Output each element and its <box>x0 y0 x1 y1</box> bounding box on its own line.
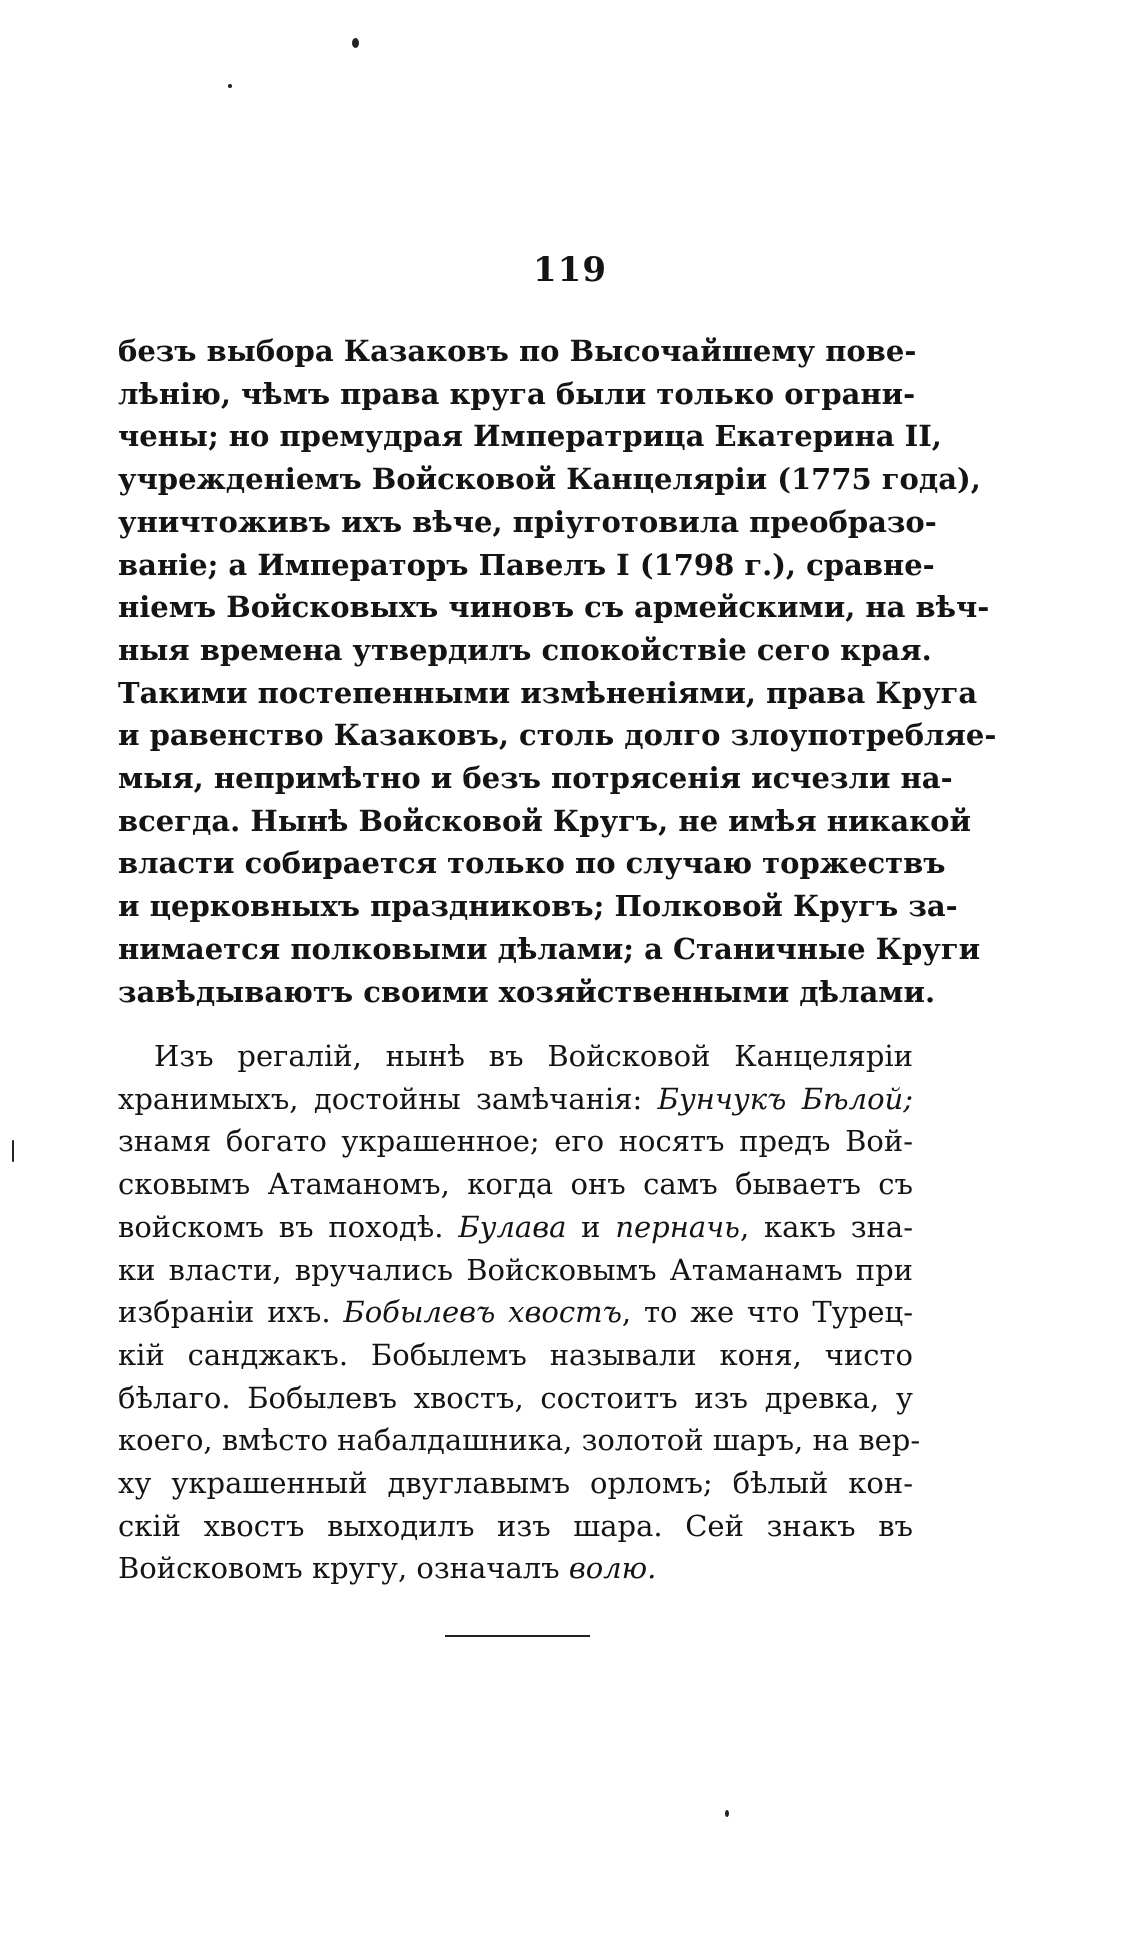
text-line: бѣлаго. Бобылевъ хвостъ, состоитъ изъ древка, у <box>118 1380 913 1415</box>
text-line: всегда. Нынѣ Войсковой Кругъ, не имѣя никакой <box>118 803 972 838</box>
text-line: коего, вмѣсто набалдашника, золотой шаръ, на вер- <box>118 1423 921 1458</box>
paragraph-2 <box>118 1035 921 1590</box>
section-end-rule <box>445 1635 590 1637</box>
ink-speck <box>352 38 359 48</box>
text-line <box>118 1547 913 1590</box>
text-line <box>118 1291 913 1334</box>
text-run: Войсковомъ кругу, означалъ <box>118 1551 569 1586</box>
text-line: кій санджакъ. Бобылемъ называли коня, чисто <box>118 1337 913 1372</box>
text-line: чены; но премудрая Императрица Екатерина II, <box>118 419 942 454</box>
ink-speck <box>228 84 232 88</box>
italic-term: Бунчукъ Бѣлой; <box>657 1081 913 1116</box>
text-line: лѣнію, чѣмъ права круга были только ограни- <box>118 376 916 411</box>
text-line <box>118 1206 913 1249</box>
text-line: ваніе; а Императоръ Павелъ I (1798 г.), сравне- <box>118 547 935 582</box>
italic-term: волю. <box>568 1551 657 1586</box>
text-line: ки власти, вручались Войсковымъ Атаманамъ при <box>118 1252 913 1287</box>
text-line: уничтоживъ ихъ вѣче, пріуготовила преобразо- <box>118 504 937 539</box>
text-line: Такими постепенными измѣненіями, права Круга <box>118 675 978 710</box>
text-line: безъ выбора Казаковъ по Высочайшему пове- <box>118 334 917 368</box>
paragraph-1 <box>118 330 997 1013</box>
text-run: , какъ зна- <box>739 1209 914 1244</box>
text-run: избраніи ихъ. <box>118 1295 344 1330</box>
ink-speck <box>725 1810 729 1817</box>
page-number: 119 <box>533 250 607 290</box>
text-line: и равенство Казаковъ, столь долго злоупотребляе- <box>118 718 997 753</box>
text-run: войскомъ въ походѣ. <box>118 1209 459 1244</box>
text-line: скій хвостъ выходилъ изъ шара. Сей знакъ въ <box>118 1508 913 1543</box>
text-line <box>118 1078 913 1121</box>
text-line: учрежденіемъ Войсковой Канцеляріи (1775 года), <box>118 462 981 497</box>
text-line: власти собирается только по случаю торжествъ <box>118 846 946 881</box>
ink-speck <box>12 1140 14 1162</box>
text-run: и <box>566 1209 616 1244</box>
text-line: сковымъ Атаманомъ, когда онъ самъ бываетъ съ <box>118 1167 913 1202</box>
text-line: ныя времена утвердилъ спокойствіе сего края. <box>118 632 932 667</box>
text-line: мыя, непримѣтно и безъ потрясенія исчезли на- <box>118 761 953 796</box>
text-line: знамя богато украшенное; его носятъ предъ Вой- <box>118 1124 913 1159</box>
text-line: нимается полковыми дѣлами; а Станичные Круги <box>118 931 981 966</box>
text-line: ніемъ Войсковыхъ чиновъ съ армейскими, на вѣч- <box>118 590 990 625</box>
text-line: и церковныхъ праздниковъ; Полковой Кругъ за- <box>118 889 958 924</box>
text-line: ху украшенный двуглавымъ орломъ; бѣлый кон- <box>118 1466 913 1501</box>
italic-term: Булава <box>458 1209 567 1244</box>
italic-term: Бобылевъ хвостъ <box>343 1295 622 1330</box>
text-line: завѣдываютъ своими хозяйственными дѣлами. <box>118 974 936 1009</box>
text-run: хранимыхъ, достойны замѣчанія: <box>118 1081 658 1116</box>
italic-term: перначь <box>615 1209 740 1244</box>
text-run: , то же что Турец- <box>621 1295 913 1330</box>
text-line: Изъ регалій, нынѣ въ Войсковой Канцеляріи <box>154 1039 913 1073</box>
